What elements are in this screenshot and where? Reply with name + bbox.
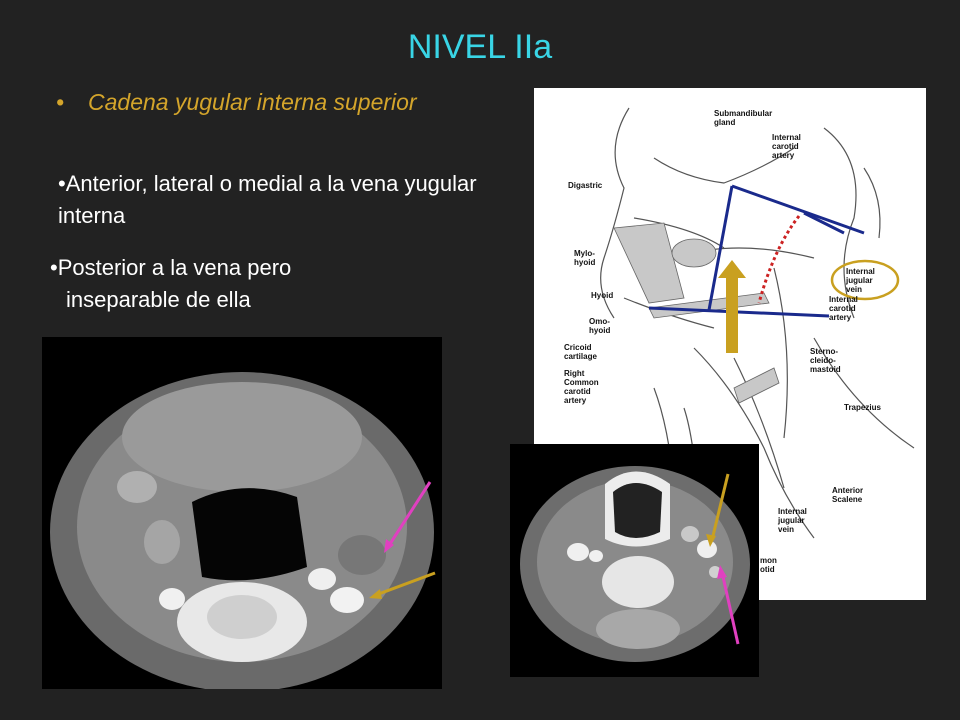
slide-title: NIVEL IIa	[407, 28, 553, 66]
bullet-anterior: •Anterior, lateral o medial a la vena yugular interna	[58, 171, 477, 228]
svg-text:AnteriorScalene: Anterior Scalene	[832, 486, 864, 504]
svg-text:Mylo-hyoid: Mylo-hyoid	[574, 249, 596, 267]
svg-text:Cricoidcartilage: Cricoid cartilage	[564, 343, 597, 361]
svg-text:Internaljugularvein: Internal jugular vein	[778, 507, 807, 534]
svg-text:monotid: mon otid	[760, 556, 777, 574]
svg-text:Trapezius: Trapezius	[844, 403, 881, 412]
svg-text:RightCommoncarotidartery: Right Common carotid artery	[564, 369, 599, 405]
bullet-posterior-line2: inseparable de ella	[66, 287, 251, 312]
bullet-gold-text: Cadena yugular interna superior	[88, 89, 417, 115]
svg-text:Internalcarotidartery: Internal carotid artery	[772, 133, 801, 160]
bullet-marker: •	[56, 89, 65, 115]
ct-scan-left	[42, 337, 442, 689]
svg-text:Internaljugularvein: Internal jugular vein	[846, 267, 875, 294]
svg-text:Omo-hyoid: Omo-hyoid	[589, 317, 611, 335]
svg-text:Digastric: Digastric	[568, 181, 603, 190]
svg-text:Sterno-cleido-mastoid: Sterno-cleido-mastoid	[810, 347, 841, 374]
bullet-posterior-line1: •Posterior a la vena pero	[50, 255, 292, 280]
ct-scan-right	[510, 444, 759, 677]
label-submandibular: Submandibular gland	[714, 109, 773, 127]
svg-text:Hyoid: Hyoid	[591, 291, 614, 300]
bullet-posterior	[50, 252, 410, 316]
svg-text:Internalcarotidartery: Internal carotid artery	[829, 295, 858, 322]
